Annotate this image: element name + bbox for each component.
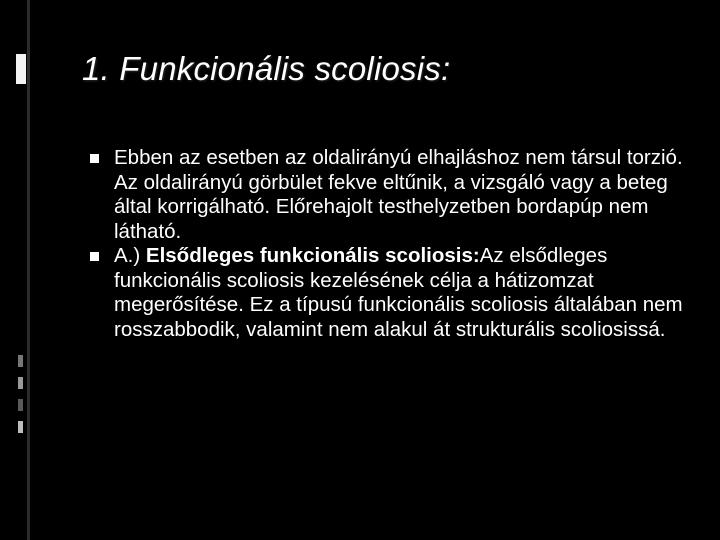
slide-title: 1. Funkcionális scoliosis:	[82, 50, 451, 87]
bullet-square-icon	[90, 252, 99, 261]
decorative-accent-square	[18, 377, 23, 389]
bullet-text: Ebben az esetben az oldalirányú elhajláshoz nem társul torzió. Az oldalirányú görbület fekve eltűnik, a vizsgáló vagy a beteg által korrigálható. Előrehajolt testhelyzetben bordapúp nem látható.	[114, 146, 683, 243]
decorative-accent-square	[18, 399, 23, 411]
bullet-item	[88, 244, 698, 342]
bullet-bold-heading: Elsődleges funkcionális scoliosis:	[145, 244, 480, 267]
decorative-accent-square	[18, 355, 23, 367]
title-accent-block	[16, 54, 26, 84]
bullet-text: Az elsődleges funkcionális scoliosis kezelésének célja a hátizomzat megerősítése. Ez a típusú funkcionális scoliosis általában nem rosszabbodik, valamint nem alakul át strukturális scoliosissá.	[114, 244, 683, 341]
bullet-list	[88, 146, 698, 342]
left-divider	[27, 0, 30, 540]
bullet-prefix: A.)	[114, 244, 146, 267]
bullet-item	[88, 146, 698, 244]
bullet-square-icon	[90, 154, 99, 163]
decorative-accent-square	[18, 421, 23, 433]
